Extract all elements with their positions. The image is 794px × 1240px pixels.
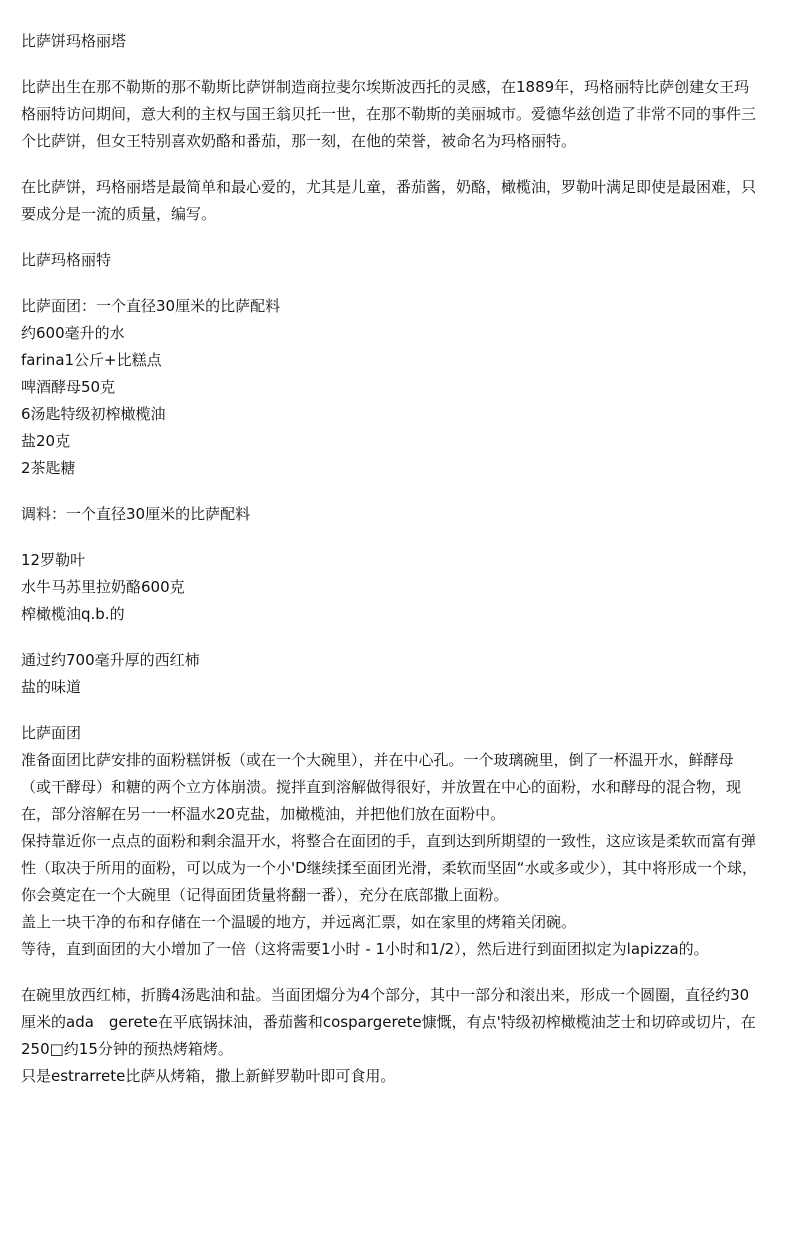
ingredient-item: 6汤匙特级初榨橄榄油 bbox=[21, 405, 166, 423]
ingredient-item: 12罗勒叶 bbox=[21, 551, 86, 569]
intro-paragraph-2: 在比萨饼，玛格丽塔是最简单和最心爱的，尤其是儿童，番茄酱，奶酪，橄榄油，罗勒叶满足即使是最困难，只要成分是一流的质量，编写。 bbox=[21, 178, 757, 223]
dough-ingredients bbox=[21, 293, 762, 482]
intro-paragraph-1: 比萨出生在那不勒斯的那不勒斯比萨饼制造商拉斐尔埃斯波西托的灵感，在1889年，玛格丽特比萨创建女王玛格丽特访问期间，意大利的主权与国王翁贝托一世，在那不勒斯的美丽城市。爱德华兹创造了非常不同的事件三个比萨饼，但女王特别喜欢奶酪和番茄，那一刻，在他的荣誉，被命名为玛格丽特。 bbox=[21, 78, 757, 150]
ingredient-item: 水牛马苏里拉奶酪600克 bbox=[21, 578, 185, 596]
ingredient-item: 2茶匙糖 bbox=[21, 459, 76, 477]
dough-heading: 比萨面团：一个直径30厘米的比萨配料 bbox=[21, 297, 281, 315]
method-heading: 比萨面团 bbox=[21, 724, 82, 742]
ingredient-item: farina1公斤+比糕点 bbox=[21, 351, 162, 369]
seasoning-heading: 调料：一个直径30厘米的比萨配料 bbox=[21, 505, 251, 523]
method-paragraph-4: 等待，直到面团的大小增加了一倍（这将需要1小时 - 1小时和1/2），然后进行到面团拟定为lapizza的。 bbox=[21, 940, 709, 958]
recipe-title: 比萨玛格丽特 bbox=[21, 251, 112, 269]
ingredient-item: 啤酒酵母50克 bbox=[21, 378, 116, 396]
baking-paragraph-2: 只是estrarrete比萨从烤箱，撒上新鲜罗勒叶即可食用。 bbox=[21, 1067, 396, 1085]
ingredient-item: 约600毫升的水 bbox=[21, 324, 125, 342]
method-section bbox=[21, 720, 762, 963]
ingredient-item: 通过约700毫升厚的西红柿 bbox=[21, 651, 200, 669]
ingredient-item: 榨橄榄油q.b.的 bbox=[21, 605, 125, 623]
method-paragraph-1: 准备面团比萨安排的面粉糕饼板（或在一个大碗里），并在中心孔。一个玻璃碗里，倒了一杯温开水，鲜酵母（或干酵母）和糖的两个立方体崩溃。搅拌直到溶解做得很好，并放置在中心的面粉，水和酵母的混合物，现在，部分溶解在另一一杯温水20克盐，加橄榄油，并把他们放在面粉中。 bbox=[21, 751, 742, 823]
page-title: 比萨饼玛格丽塔 bbox=[21, 32, 127, 50]
method-paragraph-3: 盖上一块干净的布和存储在一个温暖的地方，并远离汇票，如在家里的烤箱关闭碗。 bbox=[21, 913, 577, 931]
baking-paragraph-1: 在碗里放西红柿，折腾4汤匙油和盐。当面团熘分为4个部分，其中一部分和滚出来，形成一个圆圈，直径约30厘米的ada gerete在平底锅抹油，番茄酱和cospargerete慷慨，有点'特级初榨橄榄油芝士和切碎或切片，在250□约15分钟的预热烤箱烤。 bbox=[21, 986, 756, 1058]
ingredient-item: 盐20克 bbox=[21, 432, 71, 450]
baking-section bbox=[21, 982, 762, 1090]
ingredient-item: 盐的味道 bbox=[21, 678, 82, 696]
seasoning-ingredients-2 bbox=[21, 647, 762, 701]
seasoning-ingredients bbox=[21, 547, 762, 628]
method-paragraph-2: 保持靠近你一点点的面粉和剩余温开水，将整合在面团的手，直到达到所期望的一致性，这应该是柔软而富有弹性（取决于所用的面粉，可以成为一个小'D继续揉至面团光滑，柔软而坚固“水或多或少），其中将形成一个球，你会奠定在一个大碗里（记得面团货量将翻一番），充分在底部撒上面粉。 bbox=[21, 832, 757, 904]
